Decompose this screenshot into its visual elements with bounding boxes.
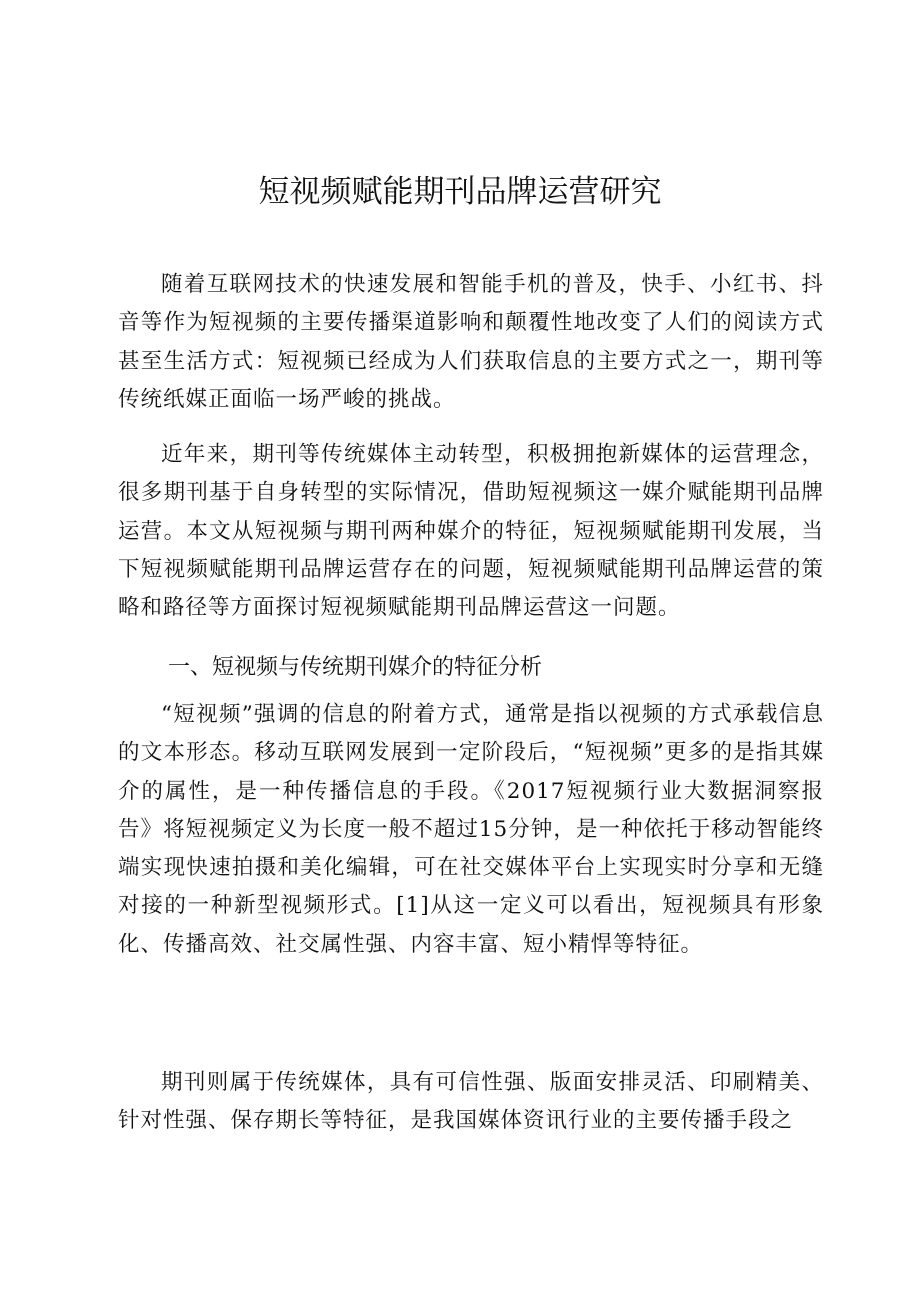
section-paragraph-1: “短视频”强调的信息的附着方式，通常是指以视频的方式承载信息的文本形态。移动互联网发展到一定阶段后，“短视频”更多的是指其媒介的属性，是一种传播信息的手段。《2017短视频行业大数据洞察报告》将短视频定义为长度一般不超过15分钟，是一种依托于移动智能终端实现快速拍摄和美化编辑，可在社交媒体平台上实现实时分享和无缝对接的一种新型视频形式。[1]从这一定义可以看出，短视频具有形象化、传播高效、社交属性强、内容丰富、短小精悍等特征。 <box>118 702 824 957</box>
intro-paragraph-1: 随着互联网技术的快速发展和智能手机的普及，快手、小红书、抖音等作为短视频的主要传播渠道影响和颠覆性地改变了人们的阅读方式甚至生活方式：短视频已经成为人们获取信息的主要方式之一，期刊等传统纸媒正面临一场严峻的挑战。 <box>118 272 824 412</box>
section-heading: 一、短视频与传统期刊媒介的特征分析 <box>168 655 543 680</box>
intro-paragraph-2: 近年来，期刊等传统媒体主动转型，积极拥抱新媒体的运营理念，很多期刊基于自身转型的实际情况，借助短视频这一媒介赋能期刊品牌运营。本文从短视频与期刊两种媒介的特征，短视频赋能期刊发展，当下短视频赋能期刊品牌运营存在的问题，短视频赋能期刊品牌运营的策略和路径等方面探讨短视频赋能期刊品牌运营这一问题。 <box>118 442 824 621</box>
document-title: 短视频赋能期刊品牌运营研究 <box>258 174 662 210</box>
section-paragraph-2: 期刊则属于传统媒体，具有可信性强、版面安排灵活、印刷精美、针对性强、保存期长等特征，是我国媒体资讯行业的主要传播手段之 <box>118 1070 824 1134</box>
